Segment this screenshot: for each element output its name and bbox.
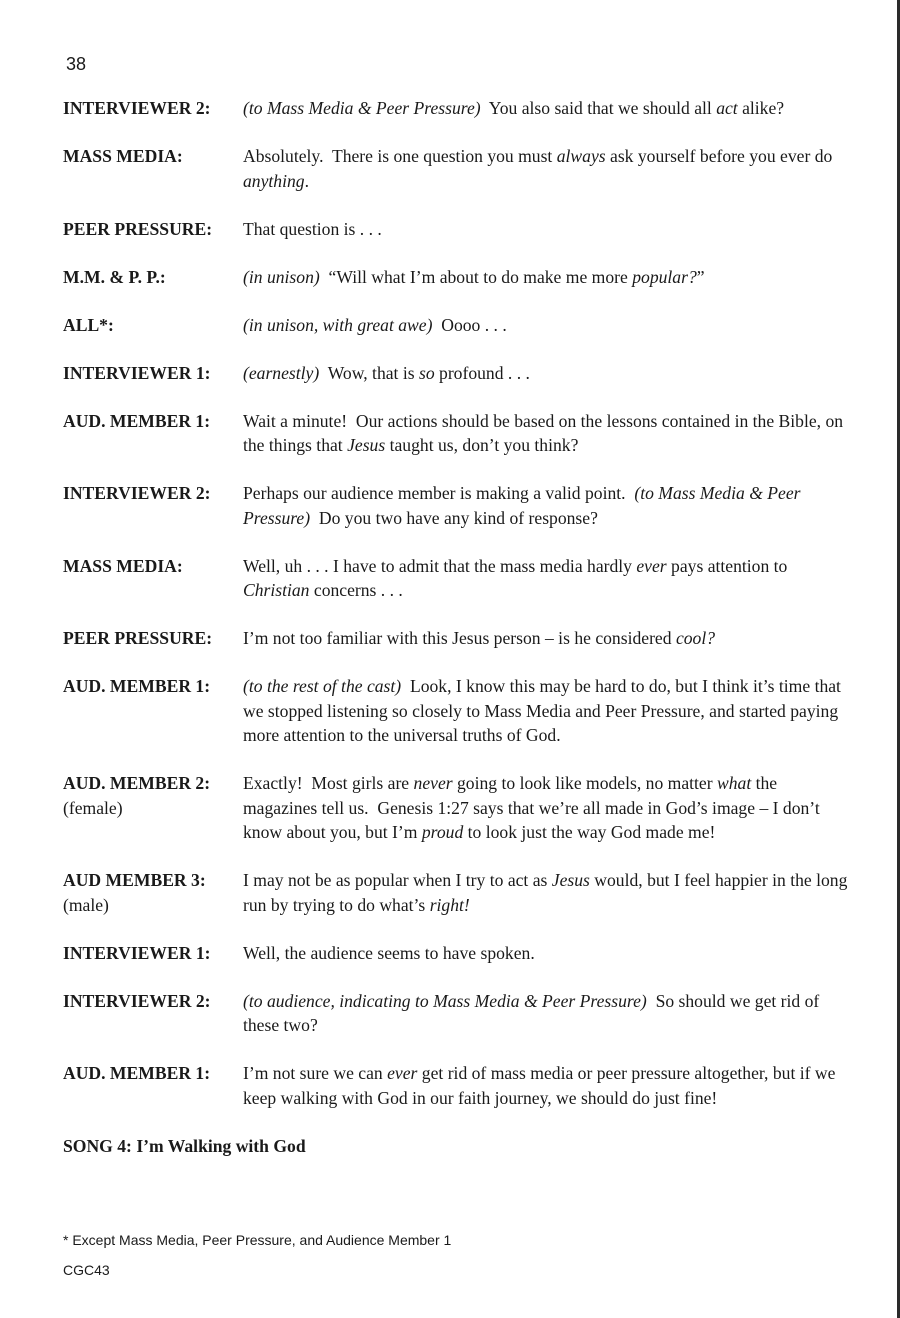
- document-code: CGC43: [63, 1262, 110, 1278]
- dialogue-segment: ”: [696, 266, 705, 287]
- dialogue-text: [243, 481, 853, 530]
- dialogue-line: [63, 361, 853, 386]
- emphasis-text: (to the rest of the cast): [243, 676, 402, 696]
- speaker-cell: [63, 771, 243, 820]
- dialogue-segment: Absolutely. There is one question you must: [243, 146, 557, 166]
- emphasis-text: what: [716, 773, 752, 793]
- speaker-cell: [63, 674, 243, 699]
- speaker-cell: [63, 265, 243, 290]
- dialogue-text: [243, 868, 853, 917]
- dialogue-segment: Well, the audience seems to have spoken.: [243, 942, 535, 963]
- dialogue-line: [63, 265, 853, 290]
- speaker-note: (male): [63, 894, 109, 915]
- dialogue-segment: Look, I know this may be hard to do, but I think it’s time that we stopped listening so closely to Mass Media and Peer Pressure, and started paying more attention to the universal truths of God.: [243, 676, 846, 745]
- speaker-cell: [63, 481, 243, 506]
- dialogue-segment: I may not be as popular when I try to act as: [243, 870, 552, 890]
- dialogue-text: [243, 409, 853, 458]
- dialogue-segment: ask yourself before you ever do: [605, 146, 837, 166]
- dialogue-line: [63, 989, 853, 1038]
- dialogue-segment: Exactly! Most girls are: [243, 773, 414, 793]
- dialogue-segment: .: [304, 170, 309, 191]
- dialogue-segment: Do you two have any kind of response?: [310, 507, 598, 528]
- speaker-name: AUD. MEMBER 2:: [63, 773, 211, 793]
- dialogue-segment: Perhaps our audience member is making a valid point.: [243, 483, 635, 503]
- dialogue-line: [63, 674, 853, 748]
- dialogue-line: [63, 144, 853, 193]
- dialogue-line: [63, 626, 853, 651]
- emphasis-text: cool?: [675, 628, 716, 648]
- speaker-name: AUD MEMBER 3:: [63, 870, 206, 890]
- speaker-cell: [63, 409, 243, 434]
- speaker-cell: [63, 868, 243, 917]
- dialogue-text: [243, 989, 853, 1038]
- dialogue-line: [63, 554, 853, 603]
- speaker-cell: [63, 144, 243, 169]
- dialogue-text: [243, 96, 853, 121]
- emphasis-text: Jesus: [347, 435, 386, 455]
- song-heading: SONG 4: I’m Walking with God: [63, 1135, 306, 1156]
- emphasis-text: never: [413, 773, 453, 793]
- emphasis-text: (in unison, with great awe): [243, 314, 433, 335]
- dialogue-segment: concerns . . .: [309, 580, 403, 600]
- emphasis-text: (earnestly): [243, 362, 320, 383]
- speaker-name: INTERVIEWER 2:: [63, 483, 211, 503]
- script-body: [63, 96, 853, 1158]
- speaker-cell: [63, 96, 243, 121]
- dialogue-segment: Wait a minute! Our actions should be based on the lessons contained in the Bible, on the things that: [243, 410, 848, 455]
- speaker-name: INTERVIEWER 1:: [63, 942, 211, 963]
- speaker-name: AUD. MEMBER 1:: [63, 410, 211, 431]
- dialogue-segment: I’m not too familiar with this Jesus person – is he considered: [243, 628, 676, 648]
- speaker-name: MASS MEDIA:: [63, 555, 183, 576]
- speaker-cell: [63, 626, 243, 651]
- emphasis-text: so: [418, 362, 435, 383]
- dialogue-text: [243, 144, 853, 193]
- emphasis-text: right!: [429, 894, 470, 915]
- speaker-cell: [63, 217, 243, 242]
- dialogue-text: [243, 265, 853, 290]
- speaker-name: ALL*:: [63, 314, 114, 335]
- dialogue-segment: Well, uh . . . I have to admit that the mass media hardly: [243, 555, 637, 576]
- dialogue-line: [63, 409, 853, 458]
- dialogue-text: [243, 674, 853, 748]
- footnote: * Except Mass Media, Peer Pressure, and Audience Member 1: [63, 1232, 452, 1248]
- speaker-cell: [63, 989, 243, 1014]
- dialogue-text: [243, 554, 853, 603]
- emphasis-text: always: [556, 146, 606, 166]
- speaker-cell: [63, 554, 243, 579]
- dialogue-line: [63, 771, 853, 845]
- dialogue-segment: would, but I feel happier in the long run by trying to do what’s: [243, 870, 852, 915]
- speaker-name: M.M. & P. P.:: [63, 266, 166, 287]
- dialogue-segment: alike?: [737, 98, 785, 118]
- dialogue-segment: Wow, that is: [319, 362, 419, 383]
- dialogue-line: [63, 481, 853, 530]
- dialogue-segment: profound . . .: [434, 362, 530, 383]
- speaker-cell: [63, 941, 243, 966]
- dialogue-line: [63, 313, 853, 338]
- dialogue-text: [243, 771, 853, 845]
- dialogue-segment: You also said that we should all: [480, 98, 717, 118]
- speaker-name: PEER PRESSURE:: [63, 628, 213, 648]
- emphasis-text: proud: [421, 822, 464, 842]
- dialogue-segment: taught us, don’t you think?: [385, 435, 579, 455]
- dialogue-text: [243, 361, 853, 386]
- emphasis-text: ever: [636, 555, 667, 576]
- emphasis-text: Christian: [243, 580, 310, 600]
- speaker-name: INTERVIEWER 2:: [63, 990, 211, 1011]
- speaker-name: INTERVIEWER 2:: [63, 98, 211, 118]
- speaker-name: AUD. MEMBER 1:: [63, 676, 211, 696]
- emphasis-text: popular?: [632, 266, 697, 287]
- dialogue-line: [63, 217, 853, 242]
- page-number: 38: [66, 54, 87, 74]
- dialogue-segment: “Will what I’m about to do make me more: [319, 266, 633, 287]
- dialogue-segment: That question is . . .: [243, 218, 382, 239]
- dialogue-text: [243, 1061, 853, 1110]
- dialogue-text: [243, 217, 853, 242]
- dialogue-segment: I’m not sure we can: [243, 1063, 388, 1083]
- speaker-cell: [63, 313, 243, 338]
- dialogue-list: [63, 96, 853, 1110]
- dialogue-line: [63, 941, 853, 966]
- dialogue-segment: to look just the way God made me!: [463, 822, 716, 842]
- speaker-name: PEER PRESSURE:: [63, 218, 213, 239]
- dialogue-text: [243, 313, 853, 338]
- dialogue-line: [63, 868, 853, 917]
- speaker-cell: [63, 1061, 243, 1086]
- dialogue-segment: get rid of mass media or peer pressure altogether, but if we keep walking with God in our faith journey, we should do just fine!: [243, 1063, 840, 1108]
- dialogue-segment: So should we get rid of these two?: [243, 990, 824, 1035]
- emphasis-text: Jesus: [551, 870, 590, 890]
- speaker-name: INTERVIEWER 1:: [63, 362, 211, 383]
- speaker-name: AUD. MEMBER 1:: [63, 1063, 211, 1083]
- dialogue-line: [63, 1061, 853, 1110]
- emphasis-text: (to audience, indicating to Mass Media & Peer Pressure): [243, 990, 647, 1011]
- emphasis-text: ever: [387, 1063, 418, 1083]
- dialogue-segment: the magazines tell us. Genesis 1:27 says that we’re all made in God’s image – I don’t know about you, but I’m: [243, 773, 825, 842]
- dialogue-segment: Oooo . . .: [432, 314, 507, 335]
- speaker-name: MASS MEDIA:: [63, 146, 183, 166]
- dialogue-text: [243, 626, 853, 651]
- emphasis-text: (to Mass Media & Peer Pressure): [243, 483, 805, 528]
- emphasis-text: anything: [243, 170, 305, 191]
- speaker-cell: [63, 361, 243, 386]
- dialogue-text: [243, 941, 853, 966]
- speaker-note: (female): [63, 797, 123, 818]
- dialogue-segment: pays attention to: [666, 555, 792, 576]
- emphasis-text: (to Mass Media & Peer Pressure): [243, 98, 481, 118]
- dialogue-segment: going to look like models, no matter: [452, 773, 717, 793]
- dialogue-line: [63, 96, 853, 121]
- emphasis-text: (in unison): [243, 266, 320, 287]
- emphasis-text: act: [716, 98, 738, 118]
